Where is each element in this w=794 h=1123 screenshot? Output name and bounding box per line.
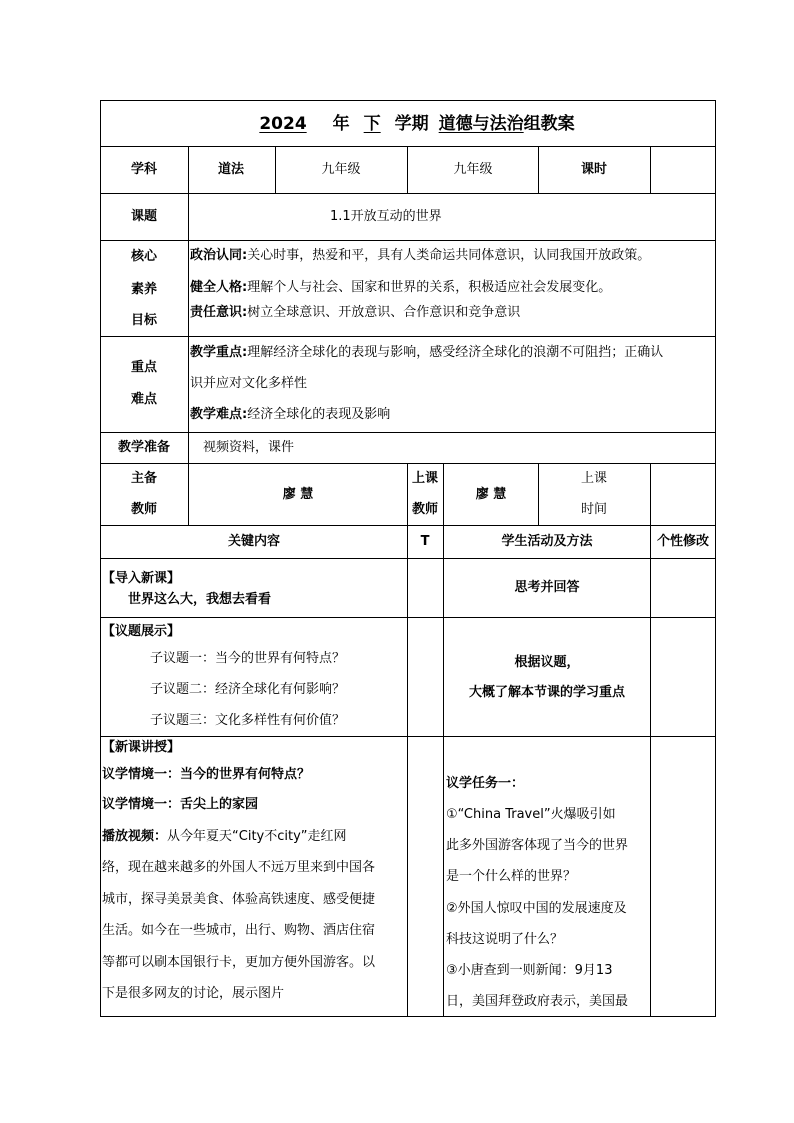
plan-title [241, 114, 574, 134]
literacy-label-1: 核心 [130, 249, 158, 264]
sub-topic-2: 子议题二：经济全球化有何影响？ [150, 682, 346, 697]
video-line-6: 下是很多网友的讨论，展示图片 [102, 986, 285, 1001]
topic-label: 课题 [130, 209, 158, 224]
year-suffix: 年 [332, 114, 350, 134]
term-field: 下 [363, 114, 381, 134]
grade-value-2: 九年级 [453, 162, 493, 177]
subject-value: 道法 [217, 162, 245, 177]
intro-title: 【导入新课】 [102, 571, 181, 586]
sub-topic-1: 子议题一：当今的世界有何特点？ [150, 651, 346, 666]
lead-teacher-name: 廖 慧 [282, 487, 314, 502]
topic-value: 1.1开放互动的世界 [330, 209, 442, 224]
class-teacher-name: 廖 慧 [475, 487, 507, 502]
sub-topic-3: 子议题三：文化多样性有何价值？ [150, 713, 346, 728]
class-time-label-1: 上课 [580, 471, 608, 486]
column-t: T [420, 534, 430, 549]
literacy-line-personality: 健全人格:理解个人与社会、国家和世界的关系，积极适应社会发展变化。 [190, 280, 612, 295]
task-line-3: 是一个什么样的世界？ [446, 869, 577, 884]
topics-activity-2: 大概了解本节课的学习重点 [468, 685, 626, 700]
intro-activity: 思考并回答 [514, 580, 580, 595]
video-line-5: 等都可以刷本国银行卡，更加方便外国游客。以 [102, 955, 376, 970]
term-suffix: 学期 [394, 114, 429, 134]
grade-value-1: 九年级 [321, 162, 361, 177]
subject-label: 学科 [130, 162, 158, 177]
column-student-activity: 学生活动及方法 [501, 534, 593, 549]
scenario-a: 议学情境一：当今的世界有何特点？ [102, 767, 311, 782]
class-teacher-label-1: 上课 [411, 471, 439, 486]
column-key-content: 关键内容 [227, 534, 281, 549]
topics-title: 【议题展示】 [102, 624, 181, 639]
preparation-value: 视频资料，课件 [203, 440, 295, 455]
class-teacher-label-2: 教师 [411, 502, 439, 517]
scenario-b: 议学情境一：舌尖上的家园 [102, 797, 259, 812]
teaching-difficulty: 教学难点:经济全球化的表现及影响 [190, 407, 391, 422]
task-line-4: ②外国人惊叹中国的发展速度及 [446, 901, 627, 916]
task-line-6: ③小唐查到一则新闻：9月13 [446, 963, 613, 978]
subject-field: 道德与法治 [438, 114, 524, 134]
lead-teacher-label-2: 教师 [130, 502, 158, 517]
teaching-focus: 教学重点:理解经济全球化的表现与影响，感受经济全球化的浪潮不可阻挡；正确认 [190, 345, 664, 360]
teaching-focus-cont: 识并应对文化多样性 [190, 376, 308, 391]
literacy-line-responsibility: 责任意识:树立全球意识、开放意识、合作意识和竞争意识 [190, 305, 521, 320]
keypoint-label-1: 重点 [130, 360, 158, 375]
literacy-label-3: 目标 [130, 313, 158, 328]
literacy-line-political: 政治认同:关心时事，热爱和平，具有人类命运共同体意识，认同我国开放政策。 [190, 248, 651, 263]
task-title: 议学任务一： [446, 776, 525, 791]
year-field: 2024 [259, 114, 307, 134]
group-plan-label: 组教案 [523, 114, 575, 134]
video-line-3: 城市，探寻美景美食、体验高铁速度、感受便捷 [102, 892, 376, 907]
column-personal-edit: 个性修改 [656, 534, 710, 549]
topics-activity-1: 根据议题， [514, 655, 580, 670]
keypoint-label-2: 难点 [130, 392, 158, 407]
task-line-2: 此多外国游客体现了当今的世界 [446, 838, 629, 853]
video-line-4: 生活。如今在一些城市，出行、购物、酒店住宿 [102, 923, 376, 938]
literacy-label-2: 素养 [130, 282, 158, 297]
task-line-1: ①“China Travel”火爆吸引如 [446, 807, 616, 822]
lead-teacher-label-1: 主备 [130, 471, 158, 486]
intro-text: 世界这么大，我想去看看 [128, 592, 272, 607]
task-line-5: 科技这说明了什么？ [446, 932, 564, 947]
task-line-7: 日，美国拜登政府表示，美国最 [446, 994, 629, 1009]
preparation-label: 教学准备 [117, 440, 171, 455]
video-line-2: 络，现在越来越多的外国人不远万里来到中国各 [102, 860, 376, 875]
new-lesson-title: 【新课讲授】 [102, 740, 181, 755]
period-label: 课时 [580, 162, 608, 177]
class-time-label-2: 时间 [580, 502, 608, 517]
video-line-1: 播放视频：从今年夏天“City不city”走红网 [102, 829, 347, 844]
